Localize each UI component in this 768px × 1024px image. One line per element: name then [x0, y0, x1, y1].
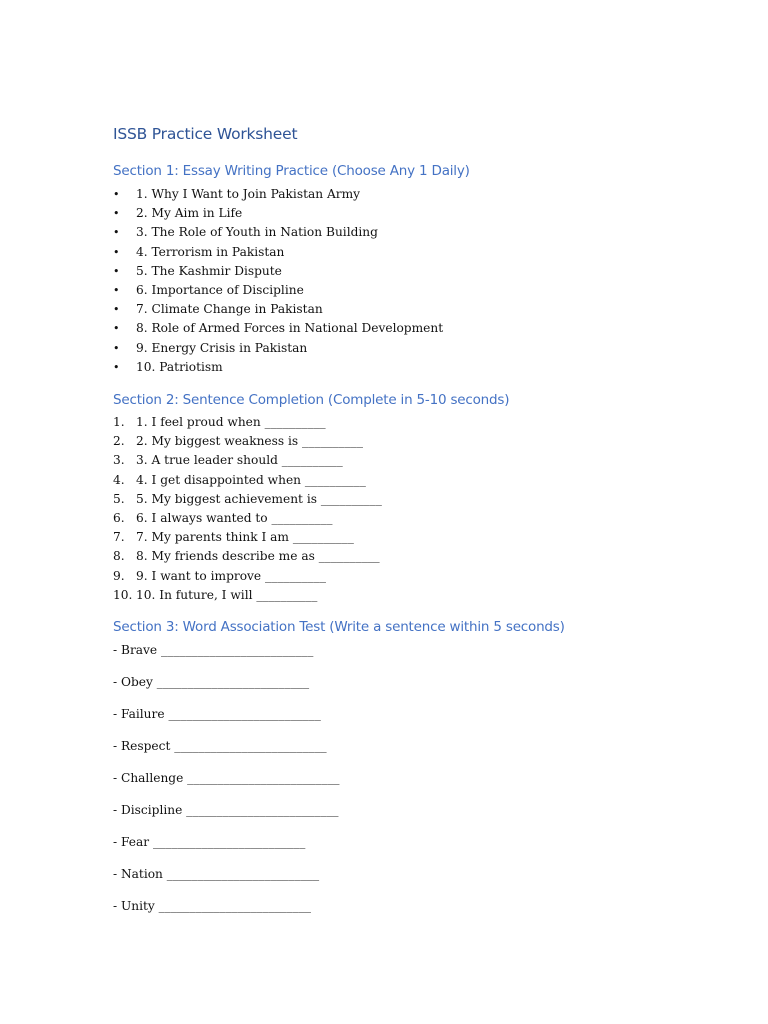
essay-topic-text: 4. Terrorism in Pakistan — [136, 244, 285, 259]
bullet-icon: • — [113, 207, 120, 221]
sentence-text: 1. I feel proud when __________ — [136, 415, 326, 429]
sentence-text: 4. I get disappointed when __________ — [136, 472, 366, 487]
essay-topic-text: 7. Climate Change in Pakistan — [136, 302, 323, 317]
bullet-icon: • — [113, 245, 120, 259]
word-item: - Obey _________________________ — [113, 675, 310, 689]
list-number: 8. — [113, 549, 125, 564]
essay-topic-text: 5. The Kashmir Dispute — [136, 263, 282, 278]
bullet-icon: • — [113, 226, 120, 240]
list-number: 6. — [113, 510, 125, 525]
word-item: - Failure _________________________ — [113, 707, 321, 721]
word-item: - Nation _________________________ — [113, 867, 320, 881]
list-number: 5. — [113, 491, 125, 506]
sentence-text: 9. I want to improve __________ — [136, 568, 326, 583]
sentence-text: 3. A true leader should __________ — [136, 453, 343, 468]
section-3-heading: Section 3: Word Association Test (Write a sentence within 5 seconds) — [113, 619, 565, 635]
bullet-icon: • — [113, 341, 120, 355]
sentence-text: 2. My biggest weakness is __________ — [136, 434, 363, 449]
list-number: 1. — [113, 415, 125, 429]
sentence-text: 8. My friends describe me as __________ — [136, 549, 380, 564]
bullet-icon: • — [113, 322, 120, 336]
sentence-text: 7. My parents think I am __________ — [136, 530, 354, 545]
word-item: - Brave _________________________ — [113, 643, 314, 657]
bullet-icon: • — [113, 264, 120, 278]
bullet-icon: • — [113, 188, 120, 201]
essay-topic-text: 9. Energy Crisis in Pakistan — [136, 340, 308, 355]
essay-topic-text: 3. The Role of Youth in Nation Building — [136, 225, 378, 240]
essay-topic-text: 10. Patriotism — [136, 359, 223, 374]
essay-topic-text: 1. Why I Want to Join Pakistan Army — [136, 187, 361, 201]
essay-topic-text: 6. Importance of Discipline — [136, 282, 304, 297]
sentence-text: 10. In future, I will __________ — [136, 587, 318, 602]
bullet-icon: • — [113, 303, 120, 317]
sentence-text: 6. I always wanted to __________ — [136, 510, 333, 525]
document-title: ISSB Practice Worksheet — [113, 125, 298, 143]
section-1-heading: Section 1: Essay Writing Practice (Choose Any 1 Daily) — [113, 163, 470, 179]
list-number: 9. — [113, 568, 125, 583]
list-number: 4. — [113, 472, 125, 487]
list-number: 2. — [113, 434, 125, 449]
essay-topic-text: 8. Role of Armed Forces in National Development — [136, 321, 444, 336]
word-item: - Respect _________________________ — [113, 739, 327, 753]
section-2-heading: Section 2: Sentence Completion (Complete in 5-10 seconds) — [113, 392, 510, 408]
word-item: - Unity _________________________ — [113, 899, 312, 913]
list-number: 7. — [113, 530, 125, 545]
list-number: 10. — [113, 587, 133, 602]
sentence-text: 5. My biggest achievement is __________ — [136, 491, 382, 506]
word-item: - Discipline _________________________ — [113, 803, 339, 817]
word-item: - Fear _________________________ — [113, 835, 306, 849]
word-association-list — [113, 641, 340, 929]
bullet-icon: • — [113, 283, 120, 297]
list-number: 3. — [113, 453, 125, 468]
word-item: - Challenge _________________________ — [113, 771, 340, 785]
bullet-icon: • — [113, 360, 120, 374]
essay-topic-text: 2. My Aim in Life — [136, 206, 243, 221]
